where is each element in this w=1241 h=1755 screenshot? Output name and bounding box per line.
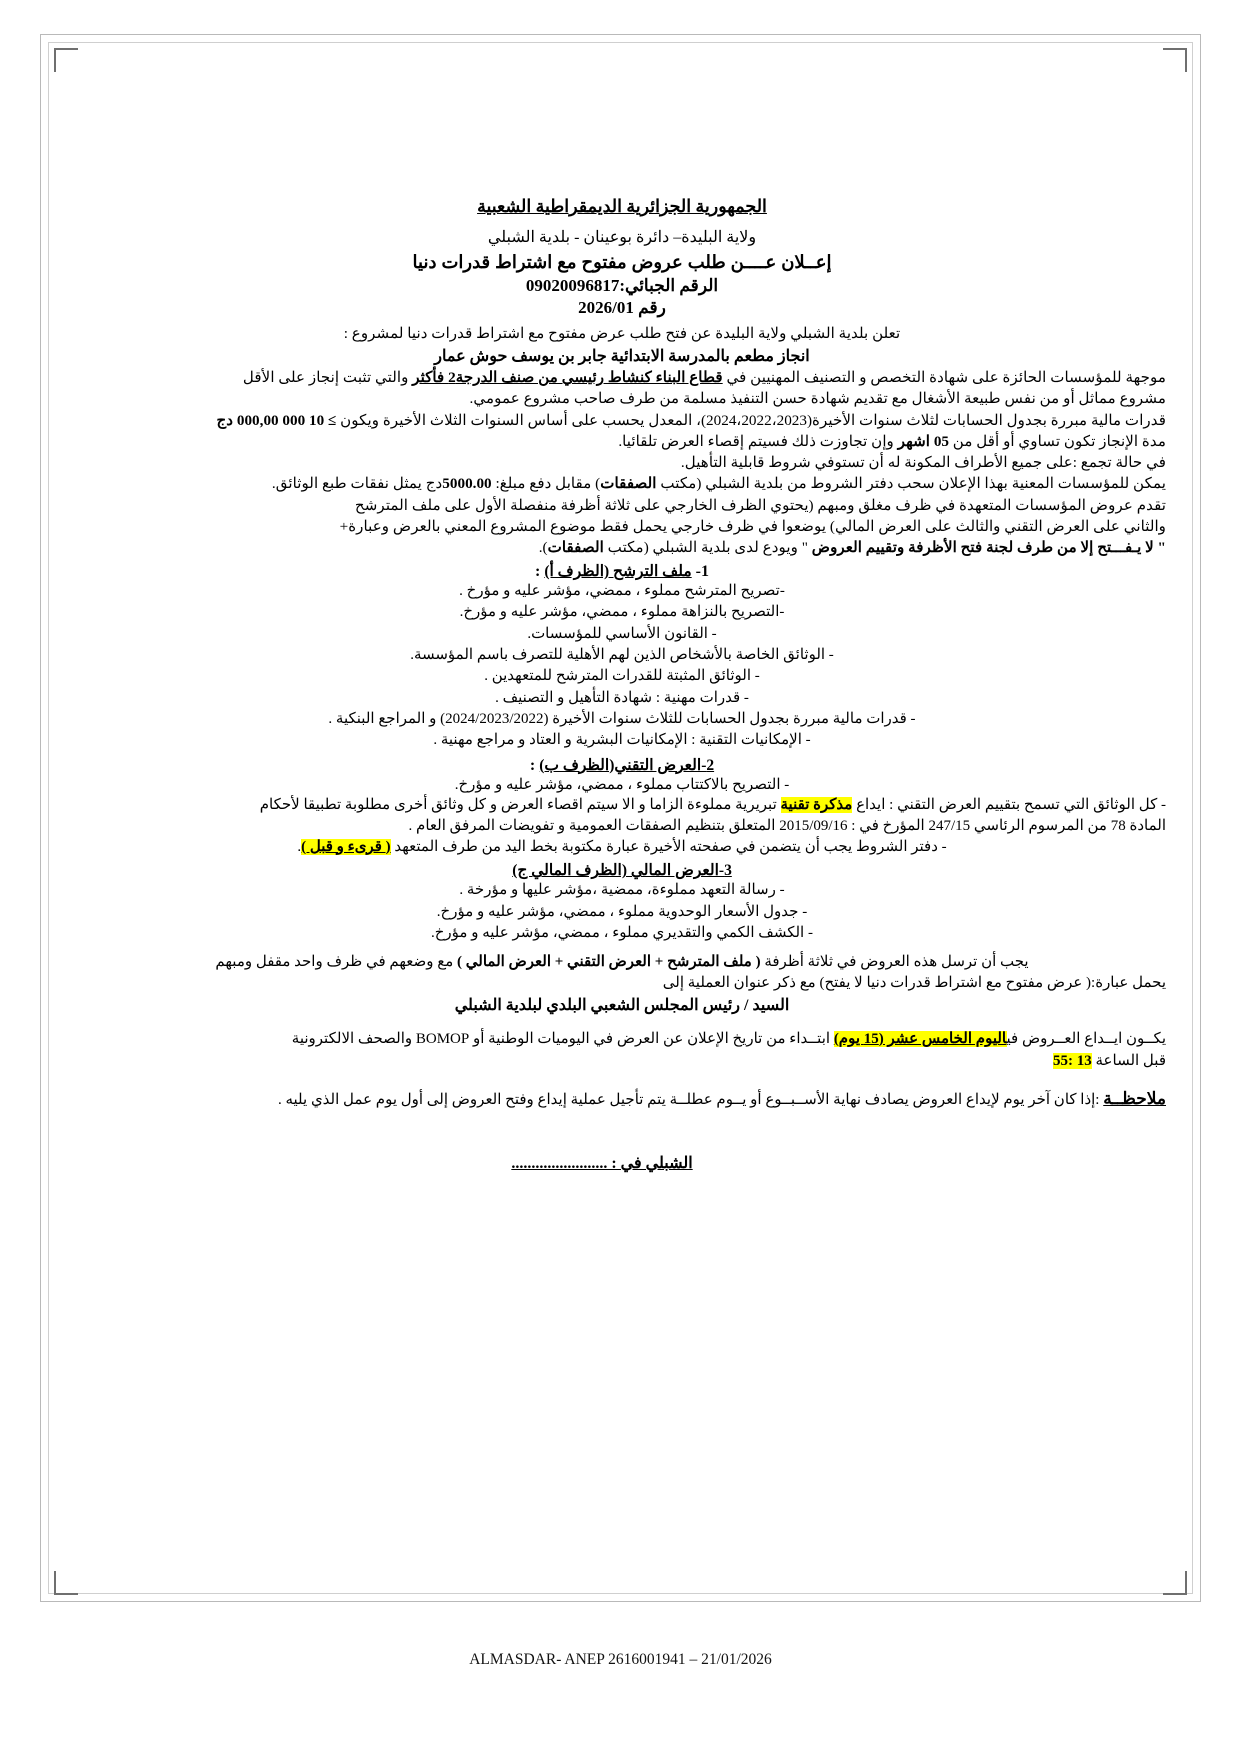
list-item: - الكشف الكمي والتقديري مملوء ، ممضي، مؤشر عليه و مؤرخ.	[431, 924, 813, 941]
condition-3-amount: ≥ 10 000 000,00 دج	[216, 411, 337, 429]
crop-mark-bottom-left-icon	[54, 1571, 78, 1595]
section-2-item-1: - التصريح بالاكتتاب مملوء ، ممضي، مؤشر عليه و مؤرخ.	[454, 776, 790, 793]
republic-title: الجمهورية الجزائرية الديمقراطية الشعبية	[477, 196, 767, 216]
reference-value: 2026/01	[578, 298, 634, 317]
condition-3-part-a: قدرات مالية مبررة بجدول الحسابات لثلاث سنوات الأخيرة(2024،2022،2023)، المعدل يحسب على أساس السنوات الثلاث الأخيرة ويكون	[340, 411, 1166, 429]
closing-1-envelopes: ( ملف المترشح + العرض التقني + العرض المالي )	[457, 954, 761, 971]
condition-1-highlight: قطاع البناء كنشاط رئيسي من صنف الدرجة2 فأكثر	[412, 369, 723, 387]
reference-label: رقم	[638, 298, 666, 317]
reference-line	[78, 298, 1166, 318]
signatory-line: السيد / رئيس المجلس الشعبي البلدي لبلدية الشبلي	[454, 997, 790, 1015]
intro-line: تعلن بلدية الشبلي ولاية البليدة عن فتح طلب عرض مفتوح مع اشتراط قدرات دنيا لمشروع :	[343, 325, 901, 342]
section-2-item-3	[78, 837, 1166, 858]
list-item: - القانون الأساسي للمؤسسات.	[527, 625, 717, 642]
deadline-part-b: ابتــداء من تاريخ الإعلان عن العرض في اليوميات الوطنية أو BOMOP والصحف الالكترونية	[291, 1031, 834, 1048]
closing-1-part-c: مع وضعهم في ظرف واحد مقفل ومبهم	[215, 954, 458, 971]
section-2-heading	[78, 756, 1166, 775]
condition-line-3	[78, 411, 1166, 431]
read-and-accepted-highlight: ( قرىء و قبل )	[301, 838, 391, 855]
deadline-part-a: يكــون ايــداع العــروض في	[1006, 1031, 1166, 1048]
section-1-title: ملف الترشح (الظرف أ)	[544, 563, 692, 581]
place-and-date-line: الشبلي في : ........................	[511, 1154, 693, 1172]
condition-1-part-c: والتي تثبت إنجاز على الأقل	[242, 369, 413, 387]
section-3-items	[78, 880, 1166, 944]
condition-line-8: والثاني على العرض التقني والثالث على العرض المالي) يوضعوا في ظرف خارجي يحمل فقط موضوع المشروع المعني بالعرض وعبارة+	[339, 517, 1166, 535]
deadline-time-label: قبل الساعة	[1091, 1052, 1166, 1069]
wilaya-line: ولاية البليدة– دائرة بوعينان - بلدية الشبلي	[487, 229, 757, 246]
deadline-block	[78, 1029, 1166, 1073]
condition-6-part-a: يمكن للمؤسسات المعنية بهذا الإعلان سحب دفتر الشروط من بلدية الشبلي (مكتب	[656, 475, 1166, 493]
crop-mark-bottom-right-icon	[1163, 1571, 1187, 1595]
condition-6-office: الصفقات	[600, 475, 657, 493]
condition-6-part-e: دج يمثل نفقات طبع الوثائق.	[271, 475, 443, 493]
condition-1-part-a: موجهة للمؤسسات الحائزة على شهادة التخصص و التصنيف المهنيين في	[722, 369, 1166, 387]
crop-mark-top-left-icon	[54, 48, 78, 72]
list-item: -التصريح بالنزاهة مملوء ، ممضي، مؤشر عليه و مؤرخ.	[459, 604, 785, 621]
condition-4-duration: 05 اشهر	[897, 432, 949, 450]
note-block	[78, 1087, 1166, 1111]
list-item: - قدرات مالية مبررة بجدول الحسابات للثلاث سنوات الأخيرة (2024/2023/2022) و المراجع البنكية .	[328, 710, 916, 727]
condition-4-part-c: وإن تجاوزت ذلك فسيتم إقصاء العرض تلقائيا.	[618, 432, 898, 450]
condition-line-5: في حالة تجمع :على جميع الأطراف المكونة له أن تستوفي شروط قابلية التأهيل.	[680, 454, 1166, 472]
list-item: - الإمكانيات التقنية : الإمكانيات البشرية و العتاد و مراجع مهنية .	[433, 732, 811, 749]
section-2-title: 2-العرض التقني(الظرف ب)	[539, 756, 715, 774]
tax-number-value: 09020096817	[525, 276, 620, 295]
technical-note-highlight: مذكرة تقنية	[780, 797, 853, 814]
condition-6-fee: 5000.00	[442, 475, 492, 493]
deadline-days-highlight: اليوم الخامس عشر (15 يوم)	[833, 1031, 1007, 1048]
section-2-item-2-part-b: تبريرية مملوءة الزاما و الا سيتم اقصاء العرض و كل وثائق أخرى مطلوبة تطبيقا لأحكام	[259, 797, 781, 814]
condition-4-part-a: مدة الإنجاز تكون تساوي أو أقل من	[949, 432, 1166, 450]
closing-block	[78, 952, 1166, 1015]
intro-block	[78, 324, 1166, 558]
section-2-colon: :	[529, 756, 540, 774]
section-2-item-3-part-a: - دفتر الشروط يجب أن يتضمن في صفحته الأخيرة عبارة مكتوبة بخط اليد من طرف المتعهد	[390, 838, 947, 855]
section-1-heading	[78, 562, 1166, 581]
closing-line-2: يحمل عبارة:( عرض مفتوح مع اشتراط قدرات دنيا لا يفتح) مع ذكر عنوان العملية إلى	[662, 975, 1166, 992]
footer-reference: ALMASDAR- ANEP 2616001941 – 21/01/2026	[469, 1651, 772, 1668]
deadline-time-highlight: 13 :55	[1053, 1052, 1092, 1069]
announcement-title: إعــلان عــــن طلب عروض مفتوح مع اشتراط قدرات دنيا	[412, 252, 832, 272]
condition-6-part-c: ) مقابل دفع مبلغ:	[491, 475, 601, 493]
tax-number-line	[78, 276, 1166, 296]
tax-number-label: الرقم الجبائي:	[619, 276, 719, 295]
condition-line-6	[78, 474, 1166, 494]
section-1-colon: :	[534, 563, 545, 581]
list-item: - جدول الأسعار الوحدوية مملوء ، ممضي، مؤشر عليه و مؤرخ.	[436, 903, 808, 920]
crop-mark-top-right-icon	[1163, 48, 1187, 72]
section-2-item-2-continued: المادة 78 من المرسوم الرئاسي 247/15 المؤرخ في : 2015/09/16 المتعلق بتنظيم الصفقات العمومية و تفويضات المرفق العام .	[408, 817, 1166, 834]
section-2-item-2-part-a: - كل الوثائق التي تسمح بتقييم العرض التقني : ايداع	[852, 797, 1166, 814]
condition-line-4	[78, 432, 1166, 452]
condition-line-7: تقدم عروض المؤسسات المتعهدة في ظرف مغلق ومبهم (يحتوي الظرف الخارجي على ثلاثة أظرفة منفصلة الأول على ملف المترشح	[354, 496, 1166, 514]
list-item: - رسالة التعهد مملوءة، ممضية ،مؤشر عليها و مؤرخة .	[459, 882, 785, 899]
list-item: -تصريح المترشح مملوء ، ممضي، مؤشر عليه و مؤرخ .	[459, 583, 785, 600]
closing-line-1	[78, 952, 1166, 973]
section-3-title: 3-العرض المالي (الظرف المالي ج)	[512, 862, 732, 880]
section-2-item-2	[78, 795, 1166, 816]
section-1-number: 1-	[695, 563, 709, 581]
closing-1-part-a: يجب أن ترسل هذه العروض في ثلاثة أظرفة	[760, 954, 1029, 971]
section-3-heading	[78, 861, 1166, 880]
condition-line-9	[78, 538, 1166, 558]
document-content	[78, 196, 1166, 1173]
project-name: انجاز مطعم بالمدرسة الابتدائية جابر بن يوسف حوش عمار	[434, 348, 810, 366]
list-item: - الوثائق الخاصة بالأشخاص الذين لهم الأهلية للتصرف باسم المؤسسة.	[410, 647, 834, 664]
condition-9-sealed-phrase: " لا يـفـــتح إلا من طرف لجنة فتح الأظرفة وتقييم العروض	[811, 538, 1166, 556]
condition-9-part-d: ).	[538, 538, 548, 556]
list-item: - قدرات مهنية : شهادة التأهيل و التصنيف .	[495, 689, 749, 706]
condition-9-office: الصفقات	[547, 538, 604, 556]
list-item: - الوثائق المثبتة للقدرات المترشح للمتعهدين .	[484, 668, 760, 685]
section-2-item-3-part-b: .	[297, 838, 302, 855]
note-label: ملاحظــة	[1103, 1088, 1166, 1108]
condition-9-part-b: " ويودع لدى بلدية الشبلي (مكتب	[603, 538, 812, 556]
section-1-items	[78, 581, 1166, 751]
condition-line-1	[78, 368, 1166, 388]
note-text: :إذا كان آخر يوم لإيداع العروض يصادف نهاية الأســبــوع أو يــوم عطلــة يتم تأجيل عملية إيداع وفتح العروض إلى أول يوم عمل الذي يليه .	[277, 1091, 1100, 1108]
condition-line-2: مشروع مماثل أو من نفس طبيعة الأشغال مع تقديم شهادة حسن التنفيذ مسلمة من طرف صاحب مشروع عمومي.	[469, 390, 1166, 408]
